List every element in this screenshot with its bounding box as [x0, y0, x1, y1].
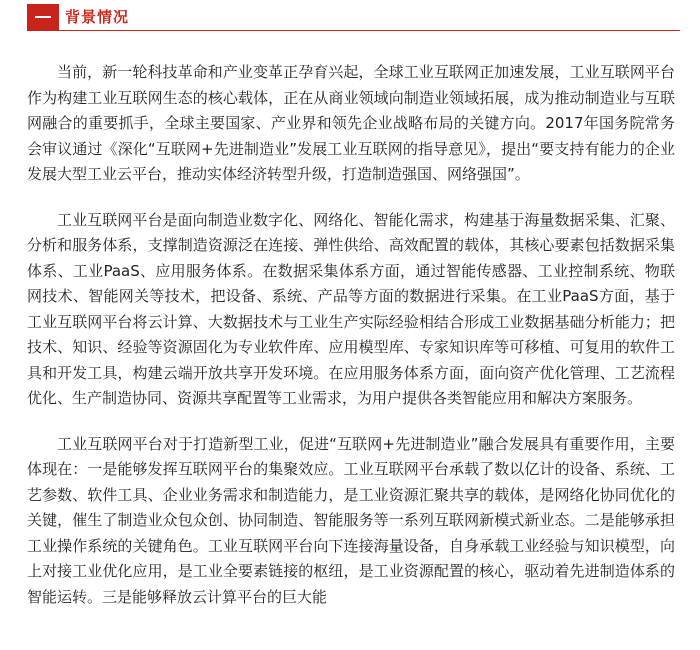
paragraph-background: 当前，新一轮科技革命和产业变革正孕育兴起，全球工业互联网正加速发展，工业互联网平台作为构建工业互联网生态的核心载体，正在从商业领域向制造业领域拓展，成为推动制造业与互联网融合的重要抓手，全球主要国家、产业界和领先企业战略布局的关键方向。2017年国务院常务会审议通过《深化“互联网+先进制造业”发展工业互联网的指导意见》，提出“要支持有能力的企业发展大型工业云平台，推动实体经济转型升级，打造制造强国、网络强国”。	[27, 63, 675, 183]
dash-icon	[35, 16, 51, 18]
article-body	[27, 60, 675, 610]
section-title: 背景情况	[65, 8, 130, 26]
section-badge	[27, 4, 59, 30]
section-header	[27, 4, 680, 31]
paragraph-platform-definition: 工业互联网平台是面向制造业数字化、网络化、智能化需求，构建基于海量数据采集、汇聚、分析和服务体系，支撑制造资源泛在连接、弹性供给、高效配置的载体，其核心要素包括数据采集体系、工业PaaS、应用服务体系。在数据采集体系方面，通过智能传感器、工业控制系统、物联网技术、智能网关等技术，把设备、系统、产品等方面的数据进行采集。在工业PaaS方面，基于工业互联网平台将云计算、大数据技术与工业生产实际经验相结合形成工业数据基础分析能力；把技术、知识、经验等资源固化为专业软件库、应用模型库、专家知识库等可移植、可复用的软件工具和开发工具，构建云端开放共享开发环境。在应用服务体系方面，面向资产优化管理、工艺流程优化、生产制造协同、资源共享配置等工业需求，为用户提供各类智能应用和解决方案服务。	[27, 210, 675, 407]
paragraph-platform-role: 工业互联网平台对于打造新型工业，促进“互联网+先进制造业”融合发展具有重要作用，主要体现在：一是能够发挥互联网平台的集聚效应。工业互联网平台承载了数以亿计的设备、系统、工艺参数、软件工具、企业业务需求和制造能力，是工业资源汇聚共享的载体，是网络化协同优化的关键，催生了制造业众包众创、协同制造、智能服务等一系列互联网新模式新业态。二是能够承担工业操作系统的关键角色。工业互联网平台向下连接海量设备，自身承载工业经验与知识模型，向上对接工业优化应用，是工业全要素链接的枢纽，是工业资源配置的核心，驱动着先进制造体系的智能运转。三是能够释放云计算平台的巨大能	[27, 434, 675, 606]
